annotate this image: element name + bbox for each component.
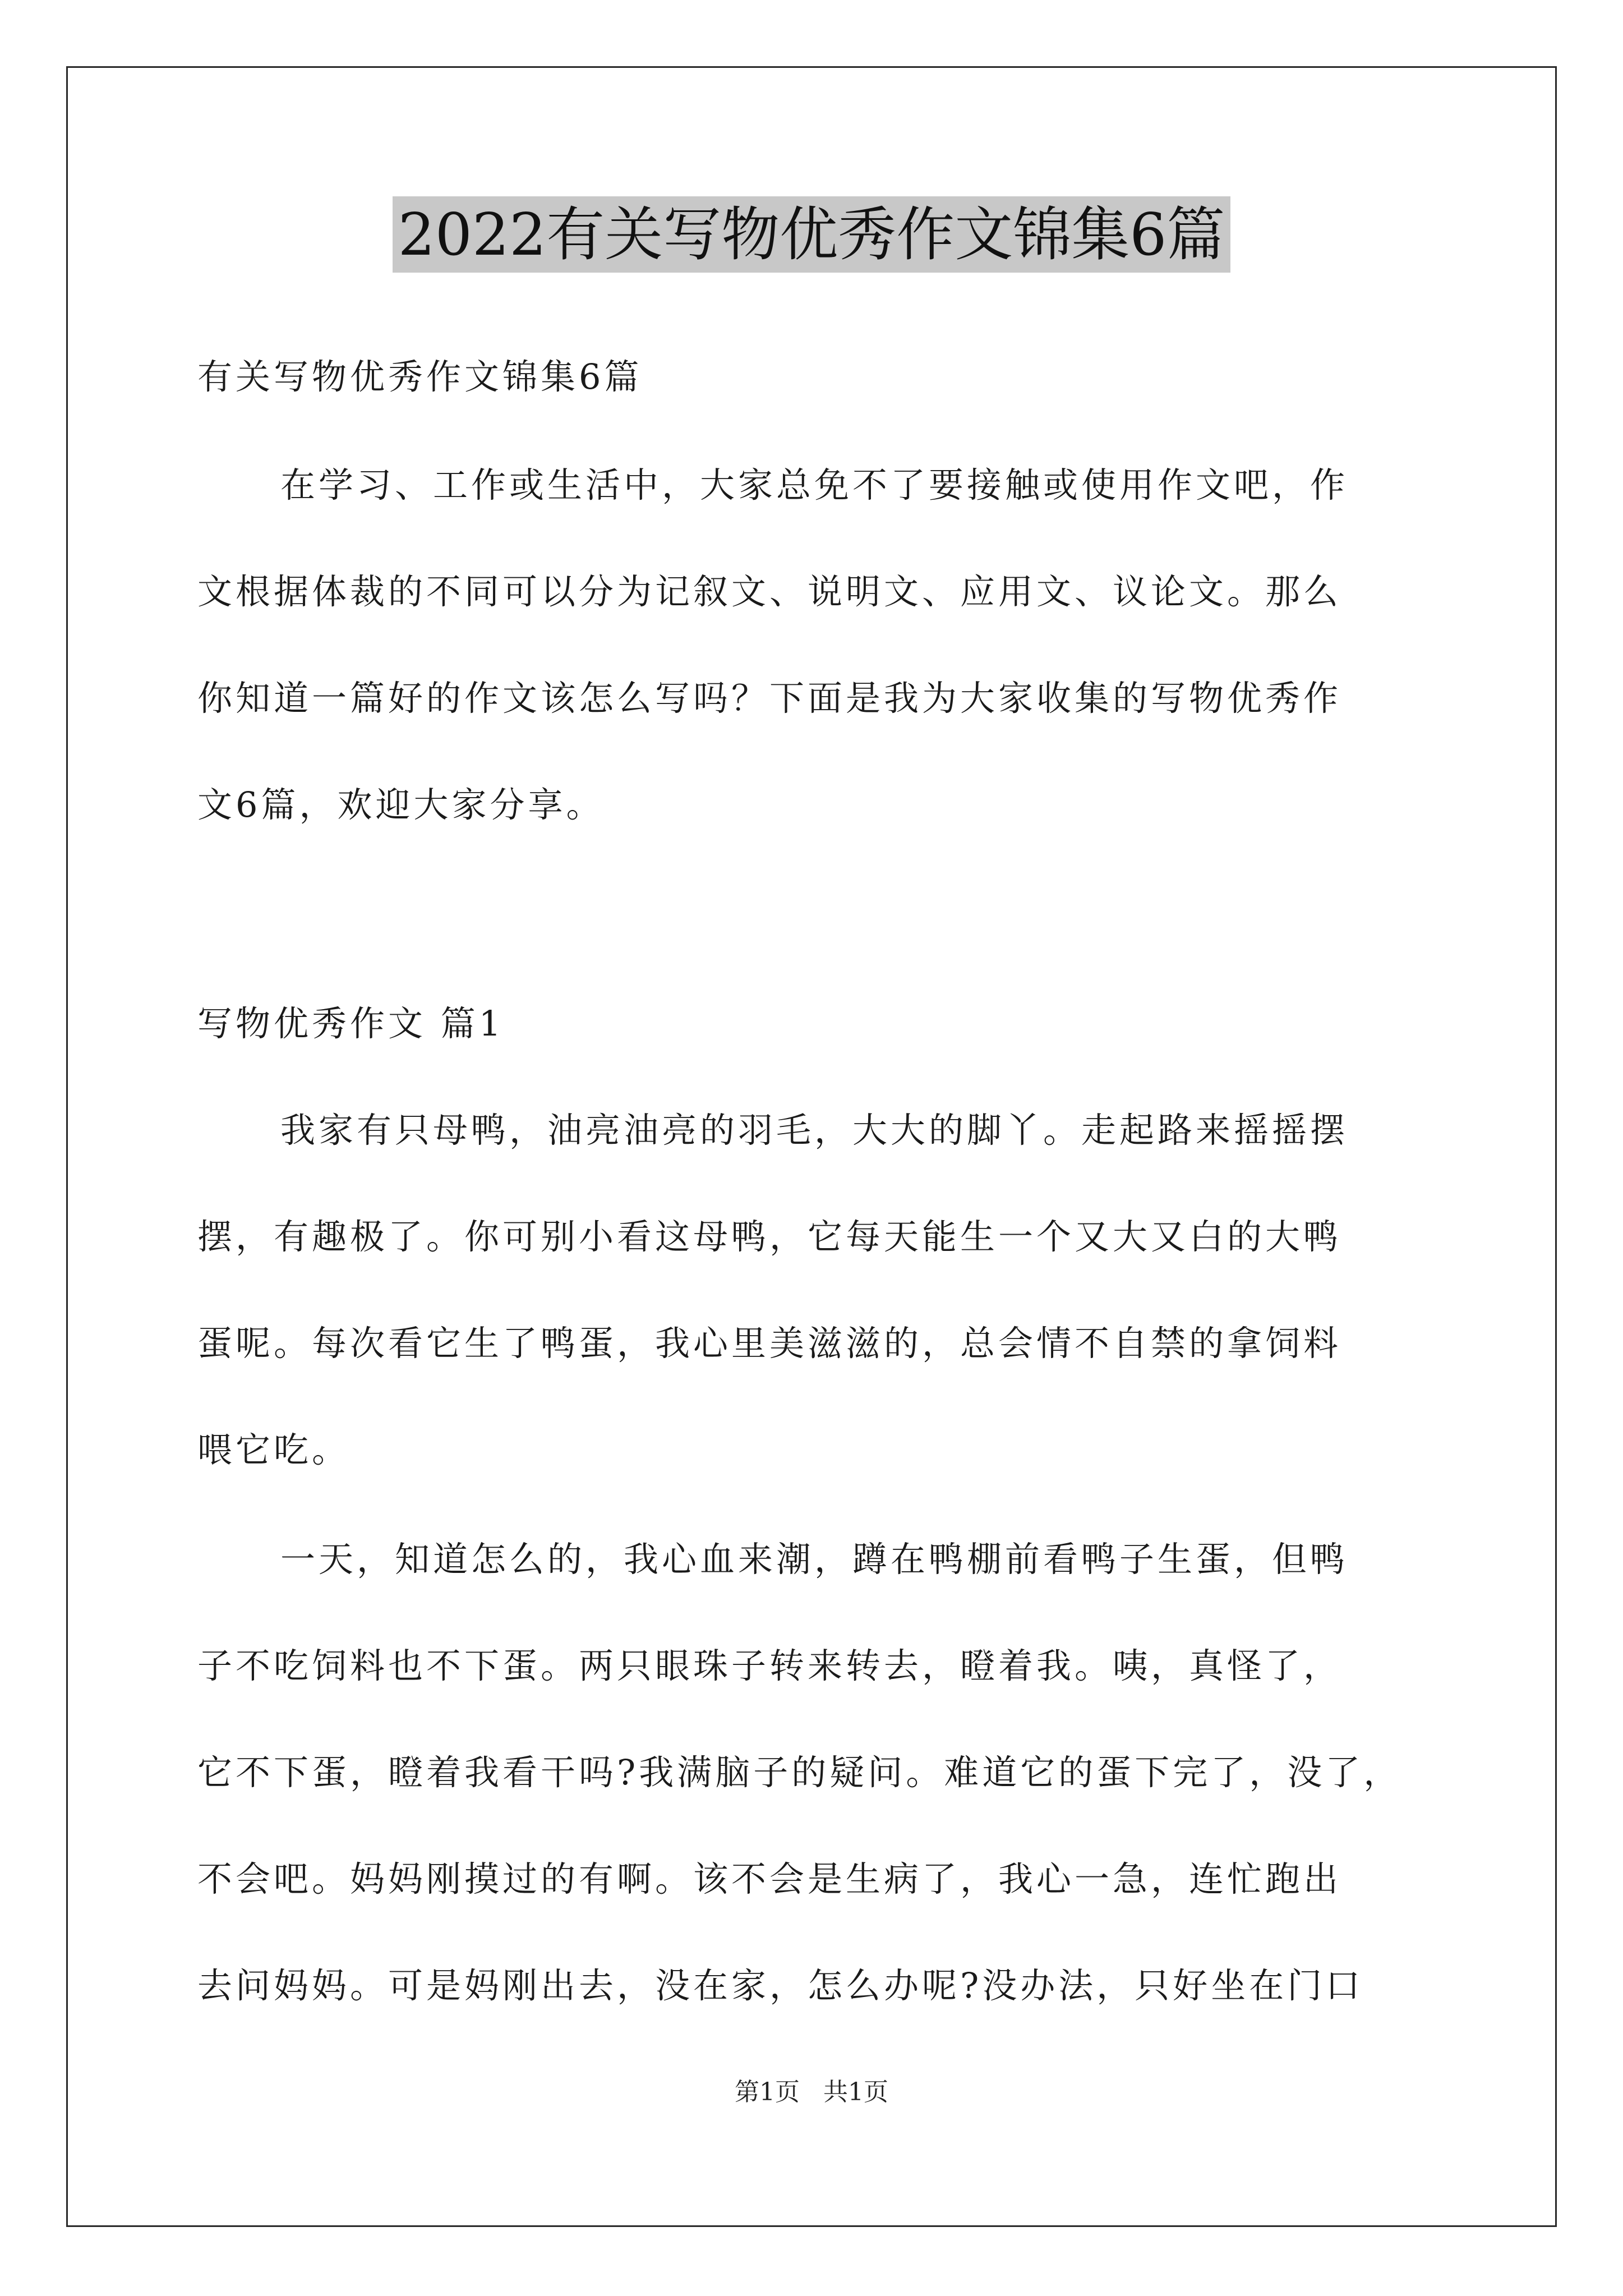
intro-line: 文6篇，欢迎大家分享。: [197, 784, 605, 825]
document-subtitle: 有关写物优秀作文锦集6篇: [197, 356, 643, 397]
paragraph-line: 子不吃饲料也不下蛋。两只眼珠子转来转去，瞪着我。咦，真怪了，: [197, 1645, 1342, 1686]
paragraph-line: 不会吧。妈妈刚摸过的有啊。该不会是生病了，我心一急，连忙跑出: [197, 1858, 1342, 1899]
page-number: 第1页: [735, 2078, 800, 2106]
page-footer: [0, 2076, 1623, 2109]
document-title: 2022有关写物优秀作文锦集6篇: [393, 196, 1231, 273]
paragraph-line: 喂它吃。: [197, 1429, 351, 1470]
paragraph-line: 我家有只母鸭，油亮油亮的羽毛，大大的脚丫。走起路来摇摇摆: [280, 1110, 1349, 1151]
total-pages: 共1页: [823, 2078, 888, 2106]
intro-line: 你知道一篇好的作文该怎么写吗？下面是我为大家收集的写物优秀作: [197, 678, 1342, 719]
section-heading: 写物优秀作文 篇1: [197, 1003, 505, 1044]
paragraph-line: 一天，知道怎么的，我心血来潮，蹲在鸭棚前看鸭子生蛋，但鸭: [280, 1539, 1349, 1580]
paragraph-line: 它不下蛋，瞪着我看干吗?我满脑子的疑问。难道它的蛋下完了，没了，: [197, 1752, 1402, 1793]
intro-line: 在学习、工作或生活中，大家总免不了要接触或使用作文吧，作: [280, 464, 1349, 505]
intro-line: 文根据体裁的不同可以分为记叙文、说明文、应用文、议论文。那么: [197, 571, 1342, 612]
paragraph-line: 去问妈妈。可是妈刚出去，没在家，怎么办呢?没办法，只好坐在门口: [197, 1965, 1364, 2006]
paragraph-line: 摆，有趣极了。你可别小看这母鸭，它每天能生一个又大又白的大鸭: [197, 1216, 1342, 1257]
title-container: [0, 196, 1623, 273]
paragraph-line: 蛋呢。每次看它生了鸭蛋，我心里美滋滋的，总会情不自禁的拿饲料: [197, 1323, 1342, 1364]
